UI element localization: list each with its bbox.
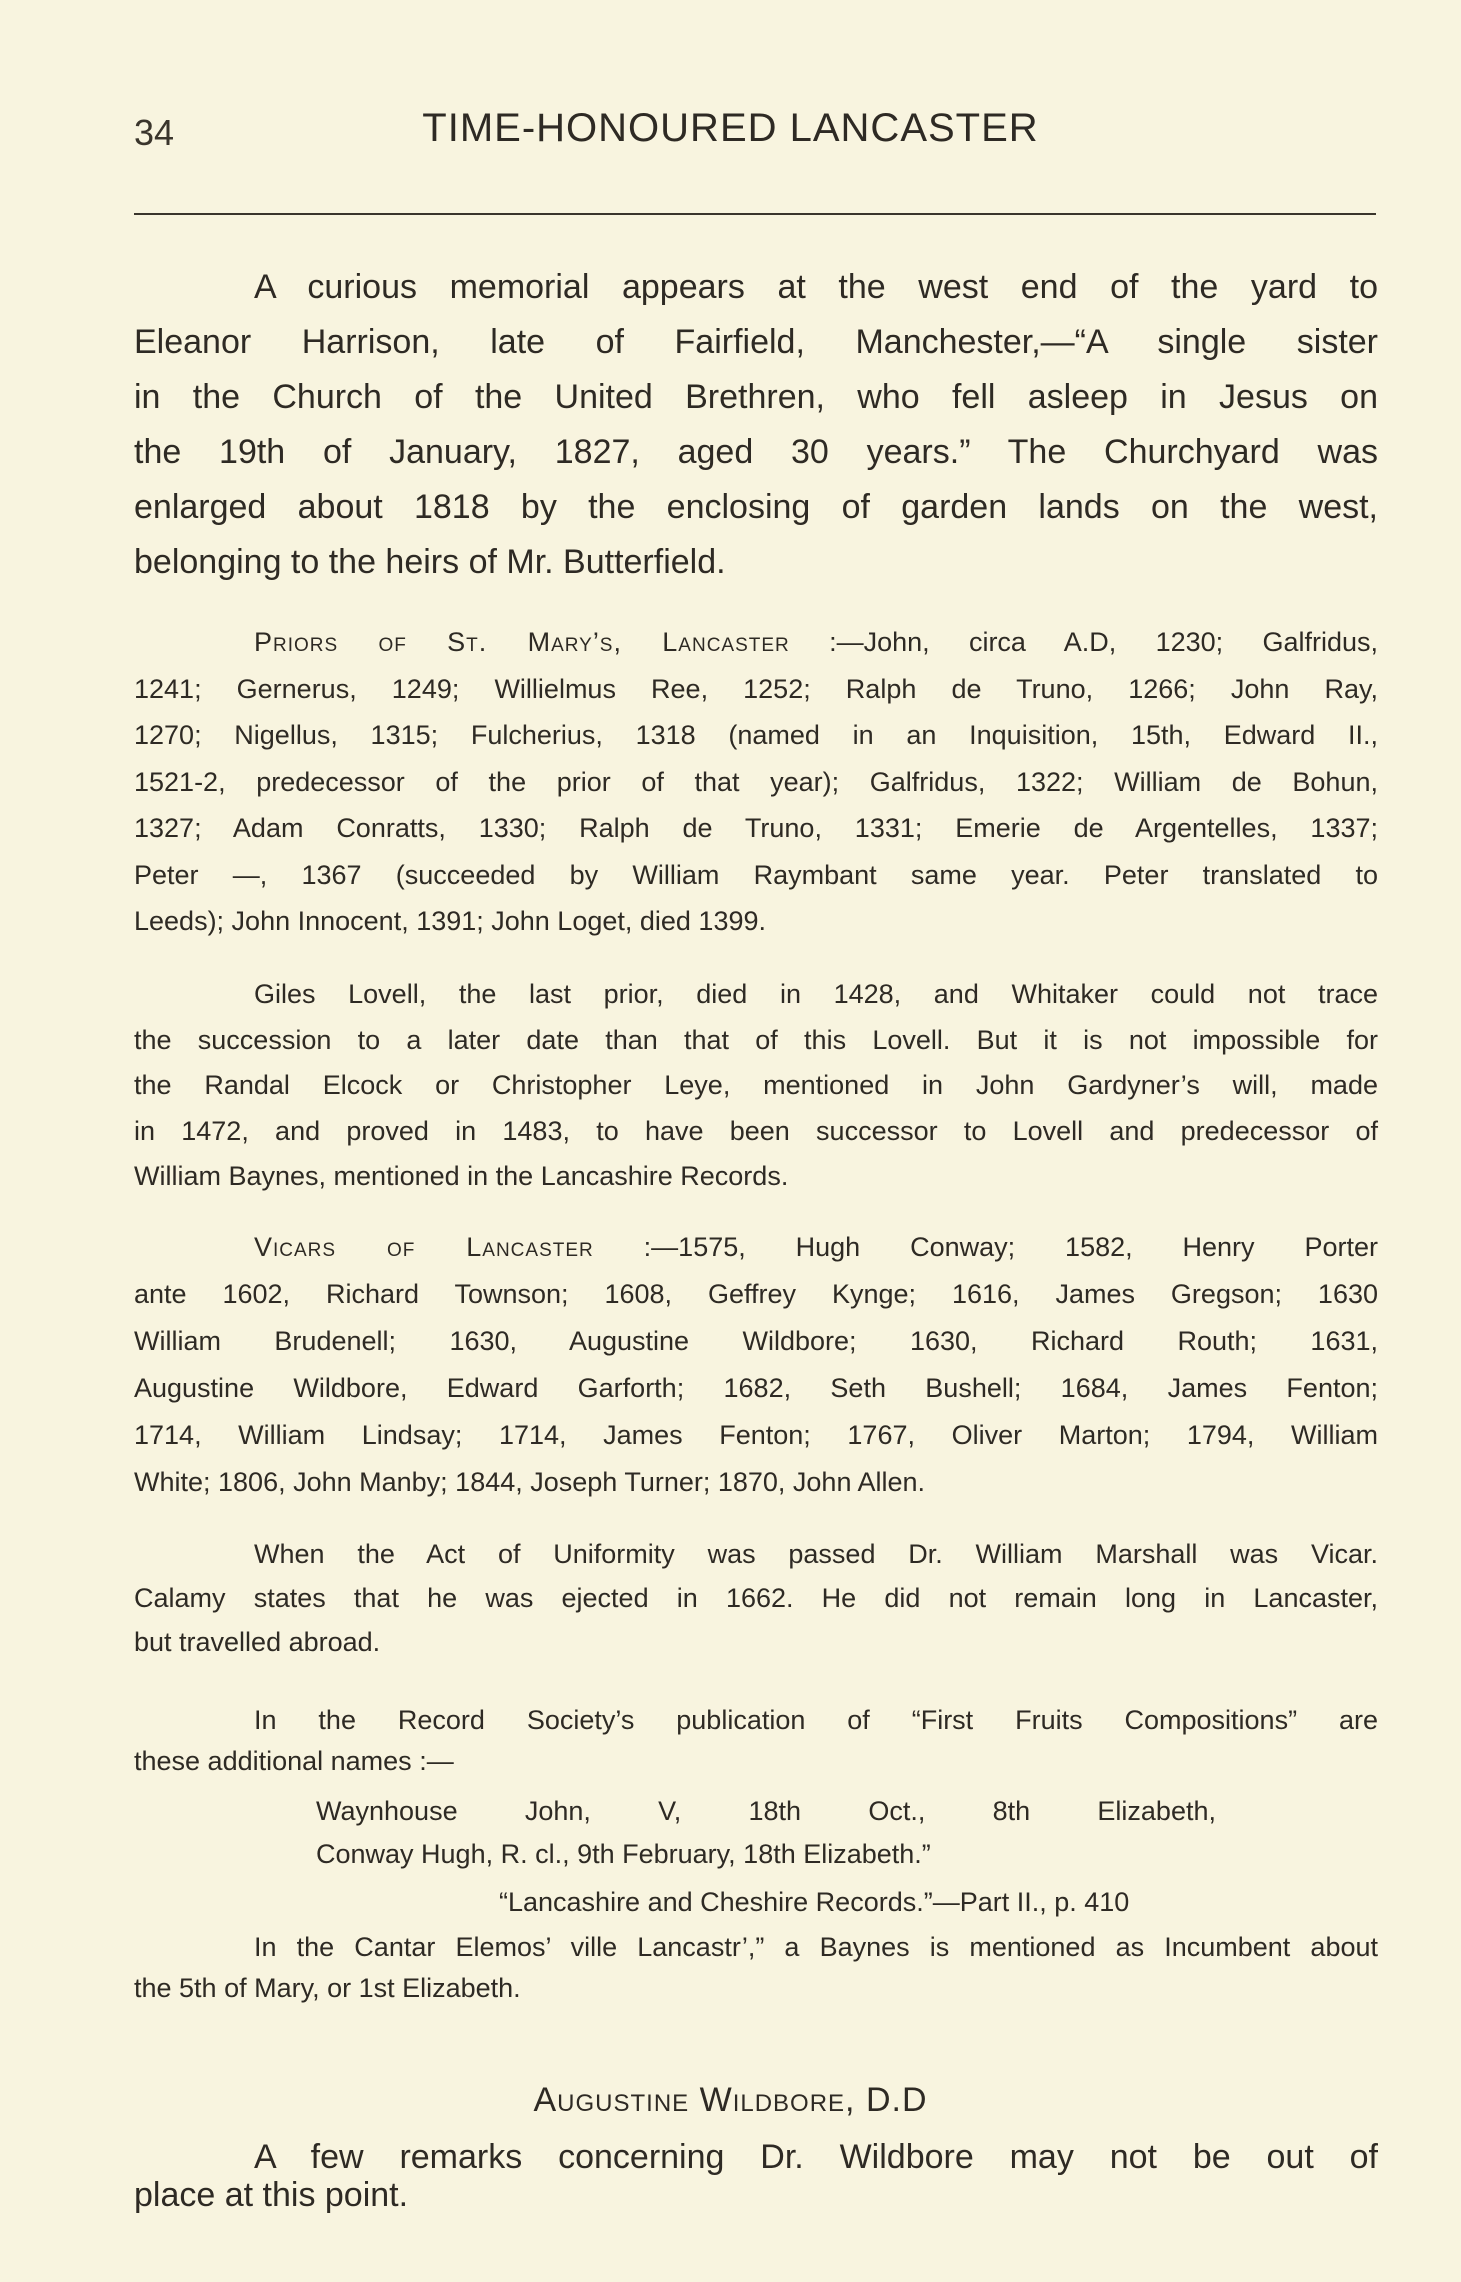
line-text: the Randal Elcock or Christopher Leye, mentioned in John Gardyner’s will, made — [134, 1070, 1378, 1100]
text-line — [134, 712, 1378, 759]
line-text: “Lancashire and Cheshire Records.”—Part II., p. 410 — [499, 1887, 1130, 1917]
line-text: Peter —, 1367 (succeeded by William Raymbant same year. Peter translated to — [134, 859, 1378, 890]
line-text: belonging to the heirs of Mr. Butterfield. — [134, 543, 726, 581]
line-text: William Baynes, mentioned in the Lancashire Records. — [134, 1161, 789, 1191]
text-line — [134, 1412, 1378, 1459]
text-line — [134, 1018, 1378, 1064]
running-head: TIME-HONOURED LANCASTER — [422, 106, 1039, 150]
line-text: A curious memorial appears at the west end of the yard to — [254, 268, 1378, 306]
line-text: Leeds); John Innocent, 1391; John Loget, died 1399. — [134, 906, 766, 936]
paragraph-giles-lovell — [134, 972, 1378, 1200]
line-text: in 1472, and proved in 1483, to have been successor to Lovell and predecessor of — [134, 1115, 1378, 1146]
text-line — [134, 619, 1378, 666]
paragraph-priors — [134, 619, 1378, 945]
text-line — [134, 480, 1378, 535]
text-line — [134, 1365, 1378, 1412]
text-line — [316, 1790, 1216, 1833]
line-text: White; 1806, John Manby; 1844, Joseph Turner; 1870, John Allen. — [134, 1467, 926, 1497]
line-text: ante 1602, Richard Townson; 1608, Geffrey Kynge; 1616, James Gregson; 1630 — [134, 1279, 1378, 1309]
text-line — [134, 852, 1378, 899]
line-text: 1327; Adam Conratts, 1330; Ralph de Truno, 1331; Emerie de Argentelles, 1337; — [134, 813, 1378, 843]
line-text: Waynhouse John, V, 18th Oct., 8th Elizabeth, — [316, 1796, 1216, 1826]
text-line — [134, 1109, 1378, 1155]
line-text: :—John, circa A.D, 1230; Galfridus, — [789, 627, 1378, 657]
line-text: In the Record Society’s publication of “First Fruits Compositions” are — [254, 1705, 1378, 1735]
line-text: Augustine Wildbore, Edward Garforth; 1682, Seth Bushell; 1684, James Fenton; — [134, 1373, 1378, 1403]
line-text: When the Act of Uniformity was passed Dr. William Marshall was Vicar. — [254, 1539, 1378, 1569]
text-line — [134, 1576, 1378, 1620]
text-line — [134, 1318, 1378, 1365]
line-text: Calamy states that he was ejected in 1662. He did not remain long in Lancaster, — [134, 1583, 1378, 1613]
line-text: Giles Lovell, the last prior, died in 1428, and Whitaker could not trace — [254, 979, 1378, 1009]
text-line — [134, 1532, 1378, 1576]
text-line — [134, 370, 1378, 425]
line-text: enlarged about 1818 by the enclosing of garden lands on the west, — [134, 488, 1378, 526]
line-text: 1241; Gernerus, 1249; Willielmus Ree, 1252; Ralph de Truno, 1266; John Ray, — [134, 673, 1378, 704]
lead-small-caps: Vicars of Lancaster — [254, 1232, 594, 1262]
line-text: the 19th of January, 1827, aged 30 years.” The Churchyard was — [134, 433, 1378, 471]
line-text: in the Church of the United Brethren, who fell asleep in Jesus on — [134, 378, 1378, 416]
line-text: A few remarks concerning Dr. Wildbore may not be out of — [254, 2138, 1378, 2176]
text-line — [134, 972, 1378, 1018]
text-line — [134, 898, 1378, 945]
text-line — [134, 1968, 1378, 2009]
paragraph-cantar — [134, 1927, 1378, 2009]
text-line — [499, 1881, 1379, 1923]
text-line — [134, 759, 1378, 806]
text-line — [134, 535, 1378, 590]
section-heading — [0, 2078, 1461, 2122]
line-text: 1714, William Lindsay; 1714, James Fenton; 1767, Oliver Marton; 1794, William — [134, 1420, 1378, 1450]
quoted-names — [316, 1790, 1216, 1876]
line-text: :—1575, Hugh Conway; 1582, Henry Porter — [593, 1232, 1378, 1262]
line-text: 1270; Nigellus, 1315; Fulcherius, 1318 (named in an Inquisition, 15th, Edward II., — [134, 720, 1378, 750]
text-line — [134, 1459, 1378, 1506]
line-text: 1521-2, predecessor of the prior of that year); Galfridus, 1322; William de Bohun, — [134, 766, 1378, 797]
text-line — [134, 2176, 1378, 2214]
source-citation — [499, 1881, 1379, 1923]
line-text: Conway Hugh, R. cl., 9th February, 18th Elizabeth.” — [316, 1839, 931, 1869]
text-line — [134, 425, 1378, 480]
text-line — [134, 1620, 1378, 1664]
text-line — [134, 315, 1378, 370]
text-line — [134, 1154, 1378, 1200]
line-text: the succession to a later date than that of this Lovell. But it is not impossible for — [134, 1024, 1378, 1055]
text-line — [316, 1833, 1216, 1876]
text-line — [134, 260, 1378, 315]
text-line — [134, 805, 1378, 852]
line-text: these additional names :— — [134, 1746, 454, 1776]
heading-text: Augustine Wildbore, D.D — [533, 2081, 928, 2119]
paragraph-memorial — [134, 260, 1378, 590]
line-text: place at this point. — [134, 2176, 409, 2214]
paragraph-record-society — [134, 1700, 1378, 1782]
paragraph-wildbore-intro — [134, 2138, 1378, 2214]
line-text: the 5th of Mary, or 1st Elizabeth. — [134, 1973, 521, 2003]
paragraph-act-of-uniformity — [134, 1532, 1378, 1664]
text-line — [134, 1700, 1378, 1741]
line-text: Eleanor Harrison, late of Fairfield, Manchester,—“A single sister — [134, 323, 1378, 361]
text-line — [134, 666, 1378, 713]
line-text: In the Cantar Elemos’ ville Lancastr’,” a Baynes is mentioned as Incumbent about — [254, 1932, 1378, 1962]
text-line — [134, 1063, 1378, 1109]
line-text: but travelled abroad. — [134, 1627, 381, 1657]
header-rule — [134, 213, 1376, 215]
paragraph-vicars — [134, 1224, 1378, 1506]
text-line — [134, 1927, 1378, 1968]
text-line — [134, 1224, 1378, 1271]
line-text: William Brudenell; 1630, Augustine Wildbore; 1630, Richard Routh; 1631, — [134, 1326, 1378, 1356]
text-line — [134, 2138, 1378, 2176]
page-number: 34 — [134, 112, 175, 153]
lead-small-caps: Priors of St. Mary’s, Lancaster — [254, 627, 790, 657]
text-line — [134, 1271, 1378, 1318]
text-line — [134, 1741, 1378, 1782]
